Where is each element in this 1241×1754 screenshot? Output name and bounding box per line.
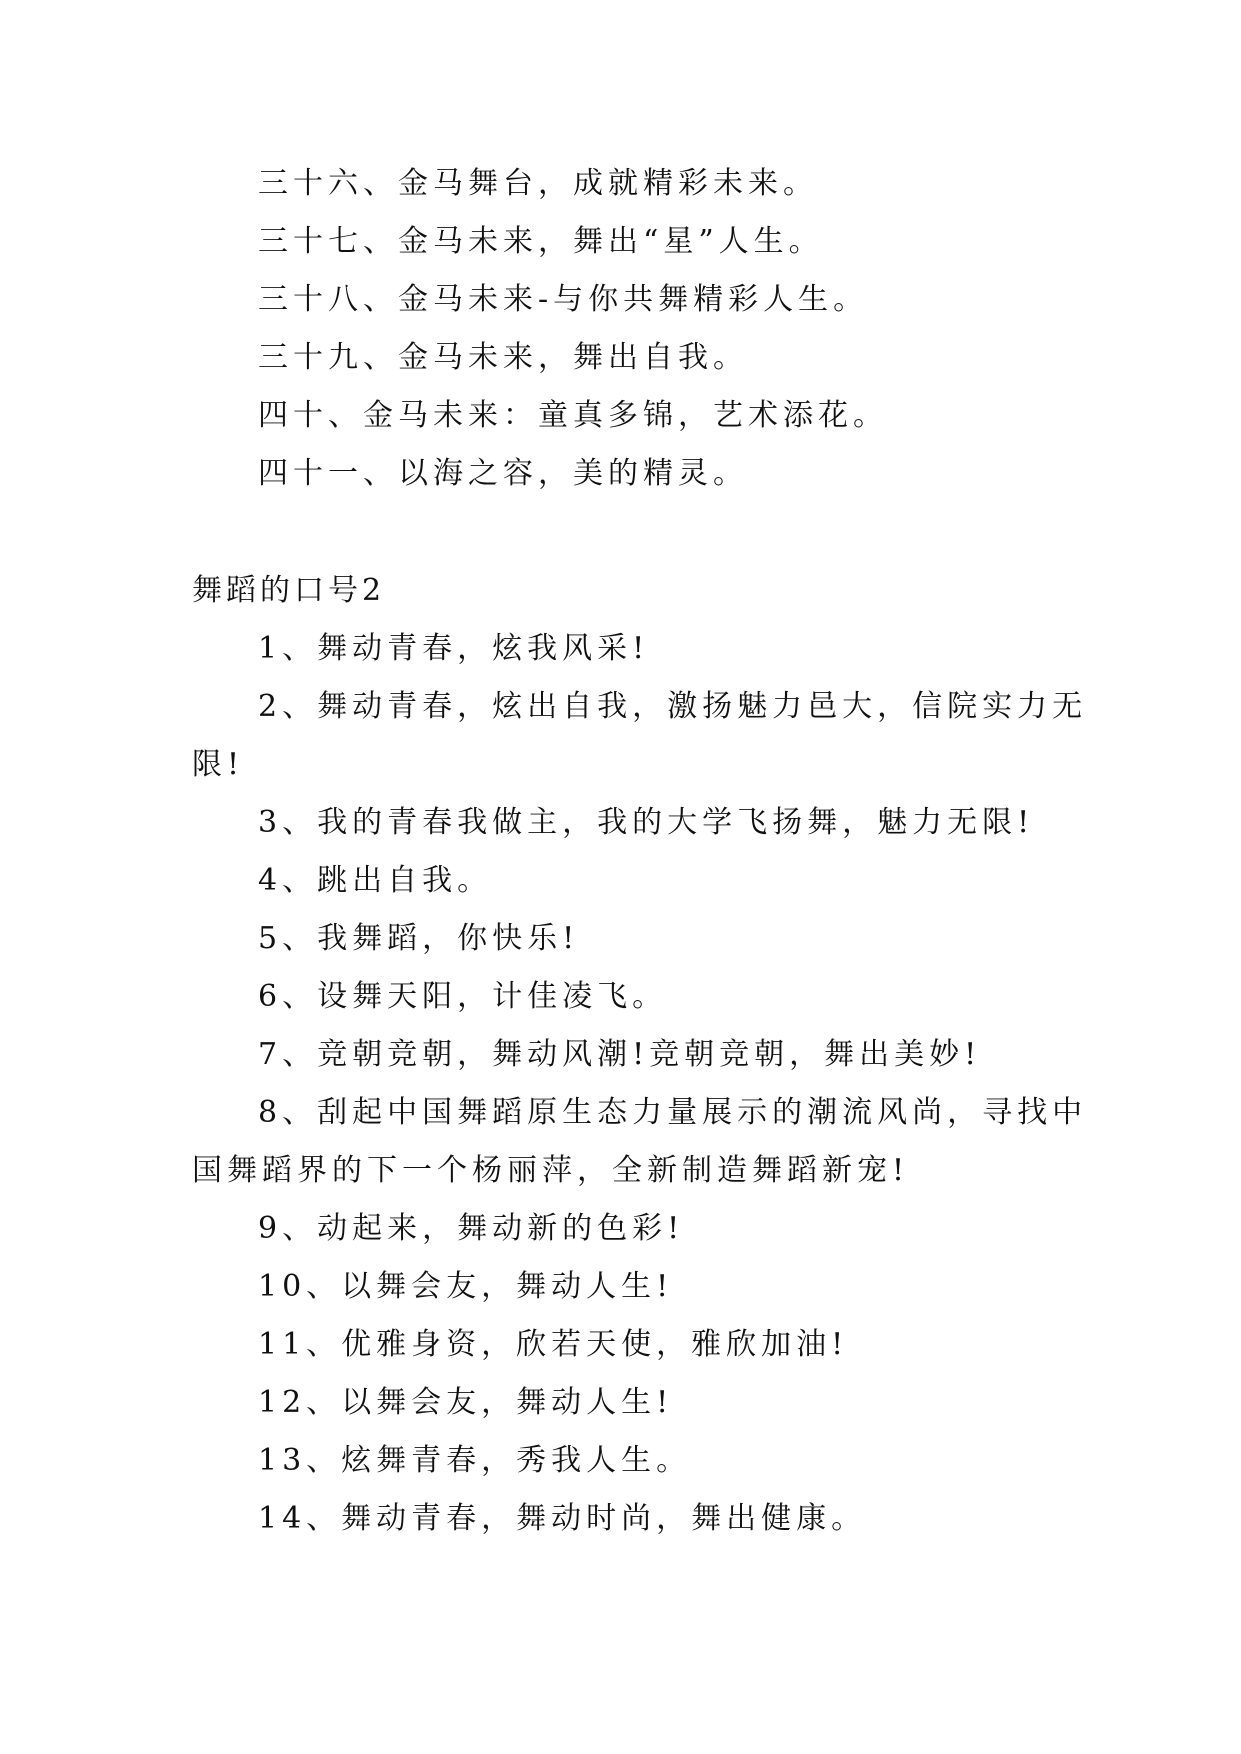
- slogan-line: 6、设舞天阳，计佳凌飞。: [258, 979, 668, 1014]
- slogan-line: 14、舞动青春，舞动时尚，舞出健康。: [258, 1501, 867, 1536]
- slogan-line: 1、舞动青春，炫我风采!: [258, 631, 650, 666]
- slogan-line: 13、炫舞青春，秀我人生。: [258, 1443, 692, 1478]
- slogan-item-40: 四十、金马未来：童真多锦，艺术添花。: [258, 398, 888, 433]
- slogan-line: 2、舞动青春，炫出自我，激扬魅力邑大，信院实力无: [258, 689, 1088, 724]
- slogan-line-continuation: 限!: [192, 747, 245, 782]
- slogan-item-37: 三十七、金马未来，舞出“星”人生。: [258, 224, 824, 259]
- slogan-line: 3、我的青春我做主，我的大学飞扬舞，魅力无限!: [258, 805, 1035, 840]
- slogan-item-39: 三十九、金马未来，舞出自我。: [258, 340, 748, 375]
- slogan-line: 8、刮起中国舞蹈原生态力量展示的潮流风尚，寻找中: [258, 1095, 1088, 1130]
- slogan-line: 7、竞朝竞朝，舞动风潮!竞朝竞朝，舞出美妙!: [258, 1037, 982, 1072]
- slogan-line-continuation: 国舞蹈界的下一个杨丽萍，全新制造舞蹈新宠!: [192, 1153, 910, 1188]
- slogan-line: 10、以舞会友，舞动人生!: [258, 1269, 674, 1304]
- slogan-item-41: 四十一、以海之容，美的精灵。: [258, 456, 748, 491]
- slogan-line: 11、优雅身资，欣若天使，雅欣加油!: [258, 1327, 849, 1362]
- slogan-line: 9、动起来，舞动新的色彩!: [258, 1211, 685, 1246]
- slogan-line: 4、跳出自我。: [258, 863, 493, 898]
- section-heading: 舞蹈的口号2: [192, 573, 386, 608]
- slogan-item-36: 三十六、金马舞台，成就精彩未来。: [258, 166, 818, 201]
- slogan-line: 12、以舞会友，舞动人生!: [258, 1385, 674, 1420]
- slogan-item-38: 三十八、金马未来-与你共舞精彩人生。: [258, 282, 869, 317]
- slogan-line: 5、我舞蹈，你快乐!: [258, 921, 580, 956]
